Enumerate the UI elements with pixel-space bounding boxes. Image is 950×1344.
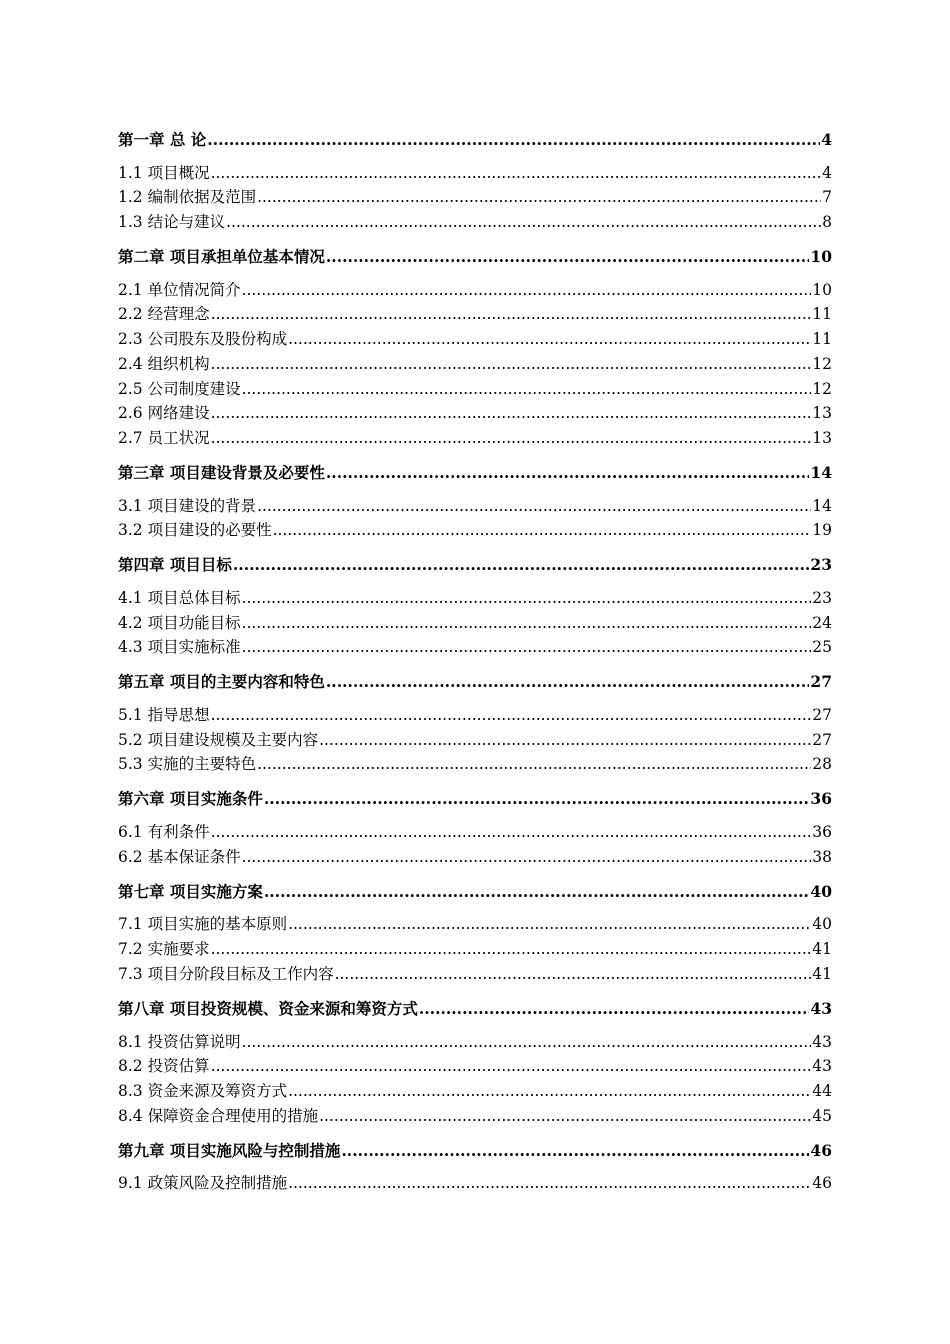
toc-entry-page-number: 27 (812, 730, 832, 749)
toc-dot-leader (211, 822, 812, 842)
toc-section-entry[interactable] (118, 633, 832, 658)
toc-dot-leader (273, 520, 812, 540)
toc-section-entry[interactable] (118, 1027, 832, 1052)
toc-entry-title: 第四章 项目目标 (118, 555, 232, 575)
toc-entry-title: 7.2 实施要求 (118, 940, 210, 959)
toc-entry-page-number: 4 (822, 163, 832, 182)
toc-entry-title: 7.3 项目分阶段目标及工作内容 (118, 964, 334, 983)
toc-section-entry[interactable] (118, 842, 832, 867)
toc-entry-page-number: 23 (810, 555, 832, 575)
toc-entry-title: 7.1 项目实施的基本原则 (118, 915, 288, 934)
toc-entry-page-number: 43 (812, 1032, 832, 1051)
toc-entry-page-number: 41 (812, 940, 832, 959)
toc-chapter-entry[interactable] (118, 124, 832, 150)
toc-chapter-entry[interactable] (118, 549, 832, 575)
toc-dot-leader (288, 1173, 811, 1193)
toc-entry-page-number: 45 (812, 1106, 832, 1125)
toc-dot-leader (233, 555, 810, 575)
toc-entry-page-number: 27 (812, 706, 832, 724)
toc-entry-title: 第七章 项目实施方案 (118, 881, 263, 901)
toc-entry-title: 第二章 项目承担单位基本情况 (118, 247, 325, 267)
toc-dot-leader (211, 304, 812, 324)
toc-section-entry[interactable] (118, 423, 832, 448)
table-of-contents (118, 124, 832, 1193)
toc-entry-title: 2.5 公司制度建设 (118, 379, 241, 398)
toc-entry-title: 1.1 项目概况 (118, 163, 210, 182)
toc-dot-leader (211, 403, 812, 423)
toc-entry-title: 第一章 总 论 (118, 130, 207, 149)
toc-section-entry[interactable] (118, 207, 832, 232)
toc-entry-title: 4.3 项目实施标准 (118, 638, 241, 657)
toc-dot-leader (257, 496, 811, 516)
toc-section-entry[interactable] (118, 158, 832, 183)
toc-entry-page-number: 24 (812, 613, 832, 632)
toc-dot-leader (288, 329, 811, 349)
toc-chapter-entry[interactable] (118, 457, 832, 483)
toc-dot-leader (242, 588, 812, 608)
toc-dot-leader (207, 130, 820, 150)
toc-entry-page-number: 28 (812, 755, 832, 774)
toc-dot-leader (419, 999, 810, 1019)
toc-entry-title: 6.1 有利条件 (118, 823, 210, 842)
toc-entry-title: 2.3 公司股东及股份构成 (118, 330, 288, 349)
toc-section-entry[interactable] (118, 1101, 832, 1126)
toc-entry-page-number: 10 (812, 280, 832, 299)
toc-section-entry[interactable] (118, 1052, 832, 1077)
toc-entry-page-number: 13 (812, 404, 832, 423)
toc-entry-page-number: 25 (812, 638, 832, 657)
toc-entry-page-number: 23 (812, 588, 832, 607)
toc-entry-title: 2.7 员工状况 (118, 428, 210, 447)
toc-entry-page-number: 13 (812, 428, 832, 447)
toc-entry-page-number: 40 (810, 881, 832, 901)
toc-entry-page-number: 40 (812, 915, 832, 934)
toc-entry-title: 5.1 指导思想 (118, 706, 210, 724)
toc-section-entry[interactable] (118, 817, 832, 842)
toc-dot-leader (211, 939, 812, 959)
toc-dot-leader (242, 1032, 812, 1052)
toc-entry-page-number: 36 (810, 789, 832, 809)
toc-dot-leader (242, 847, 812, 867)
toc-entry-title: 6.2 基本保证条件 (118, 847, 241, 866)
toc-section-entry[interactable] (118, 349, 832, 374)
toc-entry-page-number: 41 (812, 964, 832, 983)
toc-section-entry[interactable] (118, 959, 832, 984)
toc-entry-title: 9.1 政策风险及控制措施 (118, 1174, 288, 1193)
toc-dot-leader (211, 354, 812, 374)
toc-dot-leader (257, 187, 821, 207)
toc-section-entry[interactable] (118, 516, 832, 541)
toc-entry-title: 2.4 组织机构 (118, 354, 210, 373)
toc-dot-leader (264, 882, 810, 902)
toc-entry-title: 第八章 项目投资规模、资金来源和筹资方式 (118, 998, 418, 1018)
toc-dot-leader (211, 705, 812, 725)
toc-section-entry[interactable] (118, 491, 832, 516)
toc-entry-page-number: 36 (812, 823, 832, 842)
toc-dot-leader (211, 163, 822, 183)
toc-entry-page-number: 4 (821, 130, 832, 149)
toc-entry-title: 8.4 保障资金合理使用的措施 (118, 1106, 319, 1125)
toc-section-entry[interactable] (118, 725, 832, 750)
toc-entry-page-number: 7 (822, 188, 832, 207)
toc-entry-page-number: 46 (810, 1140, 832, 1160)
toc-dot-leader (257, 754, 811, 774)
toc-section-entry[interactable] (118, 1169, 832, 1194)
toc-entry-page-number: 44 (812, 1081, 832, 1100)
toc-dot-leader (264, 789, 810, 809)
toc-dot-leader (242, 379, 812, 399)
toc-section-entry[interactable] (118, 750, 832, 775)
toc-entry-page-number: 11 (812, 330, 832, 349)
toc-entry-page-number: 14 (812, 496, 832, 515)
toc-section-entry[interactable] (118, 700, 832, 725)
toc-entry-title: 3.2 项目建设的必要性 (118, 521, 272, 540)
toc-dot-leader (211, 1056, 812, 1076)
toc-entry-title: 2.1 单位情况简介 (118, 280, 241, 299)
toc-entry-title: 2.2 经营理念 (118, 305, 210, 324)
toc-dot-leader (242, 613, 812, 633)
toc-entry-title: 8.2 投资估算 (118, 1057, 210, 1076)
toc-dot-leader (319, 730, 811, 750)
toc-entry-title: 5.2 项目建设规模及主要内容 (118, 730, 319, 749)
toc-entry-title: 4.2 项目功能目标 (118, 613, 241, 632)
toc-entry-page-number: 38 (812, 847, 832, 866)
toc-entry-page-number: 8 (822, 213, 832, 232)
toc-dot-leader (326, 672, 810, 692)
toc-dot-leader (288, 914, 811, 934)
toc-entry-title: 1.3 结论与建议 (118, 213, 226, 232)
toc-entry-page-number: 14 (810, 462, 832, 482)
toc-entry-title: 2.6 网络建设 (118, 404, 210, 423)
toc-entry-page-number: 27 (810, 672, 832, 692)
toc-entry-page-number: 19 (812, 521, 832, 540)
toc-entry-title: 第三章 项目建设背景及必要性 (118, 462, 325, 482)
toc-entry-title: 第六章 项目实施条件 (118, 789, 263, 809)
toc-entry-title: 3.1 项目建设的背景 (118, 496, 257, 515)
toc-section-entry[interactable] (118, 300, 832, 325)
toc-section-entry[interactable] (118, 934, 832, 959)
toc-section-entry[interactable] (118, 910, 832, 935)
toc-entry-page-number: 43 (810, 998, 832, 1018)
toc-chapter-entry[interactable] (118, 666, 832, 692)
toc-entry-page-number: 11 (812, 305, 832, 324)
toc-entry-title: 1.2 编制依据及范围 (118, 188, 257, 207)
toc-section-entry[interactable] (118, 374, 832, 399)
toc-entry-title: 第五章 项目的主要内容和特色 (118, 672, 325, 692)
toc-chapter-entry[interactable] (118, 876, 832, 902)
toc-entry-title: 5.3 实施的主要特色 (118, 755, 257, 774)
toc-dot-leader (288, 1081, 811, 1101)
toc-entry-title: 第九章 项目实施风险与控制措施 (118, 1140, 341, 1160)
toc-dot-leader (335, 964, 812, 984)
toc-entry-title: 4.1 项目总体目标 (118, 588, 241, 607)
toc-entry-page-number: 12 (812, 379, 832, 398)
toc-section-entry[interactable] (118, 275, 832, 300)
toc-dot-leader (226, 212, 821, 232)
toc-section-entry[interactable] (118, 324, 832, 349)
toc-dot-leader (242, 637, 812, 657)
toc-section-entry[interactable] (118, 183, 832, 208)
toc-section-entry[interactable] (118, 608, 832, 633)
toc-entry-page-number: 46 (812, 1174, 832, 1193)
toc-section-entry[interactable] (118, 583, 832, 608)
toc-chapter-entry[interactable] (118, 993, 832, 1019)
toc-chapter-entry[interactable] (118, 1135, 832, 1161)
toc-dot-leader (326, 247, 810, 267)
toc-entry-page-number: 43 (812, 1057, 832, 1076)
toc-chapter-entry[interactable] (118, 783, 832, 809)
toc-section-entry[interactable] (118, 399, 832, 424)
toc-section-entry[interactable] (118, 1076, 832, 1101)
toc-dot-leader (211, 428, 812, 448)
toc-dot-leader (319, 1106, 811, 1126)
toc-entry-title: 8.1 投资估算说明 (118, 1032, 241, 1051)
toc-chapter-entry[interactable] (118, 241, 832, 267)
toc-entry-page-number: 10 (810, 247, 832, 267)
toc-dot-leader (242, 280, 812, 300)
toc-entry-title: 8.3 资金来源及筹资方式 (118, 1081, 288, 1100)
toc-entry-page-number: 12 (812, 354, 832, 373)
toc-dot-leader (341, 1141, 809, 1161)
toc-dot-leader (326, 463, 810, 483)
